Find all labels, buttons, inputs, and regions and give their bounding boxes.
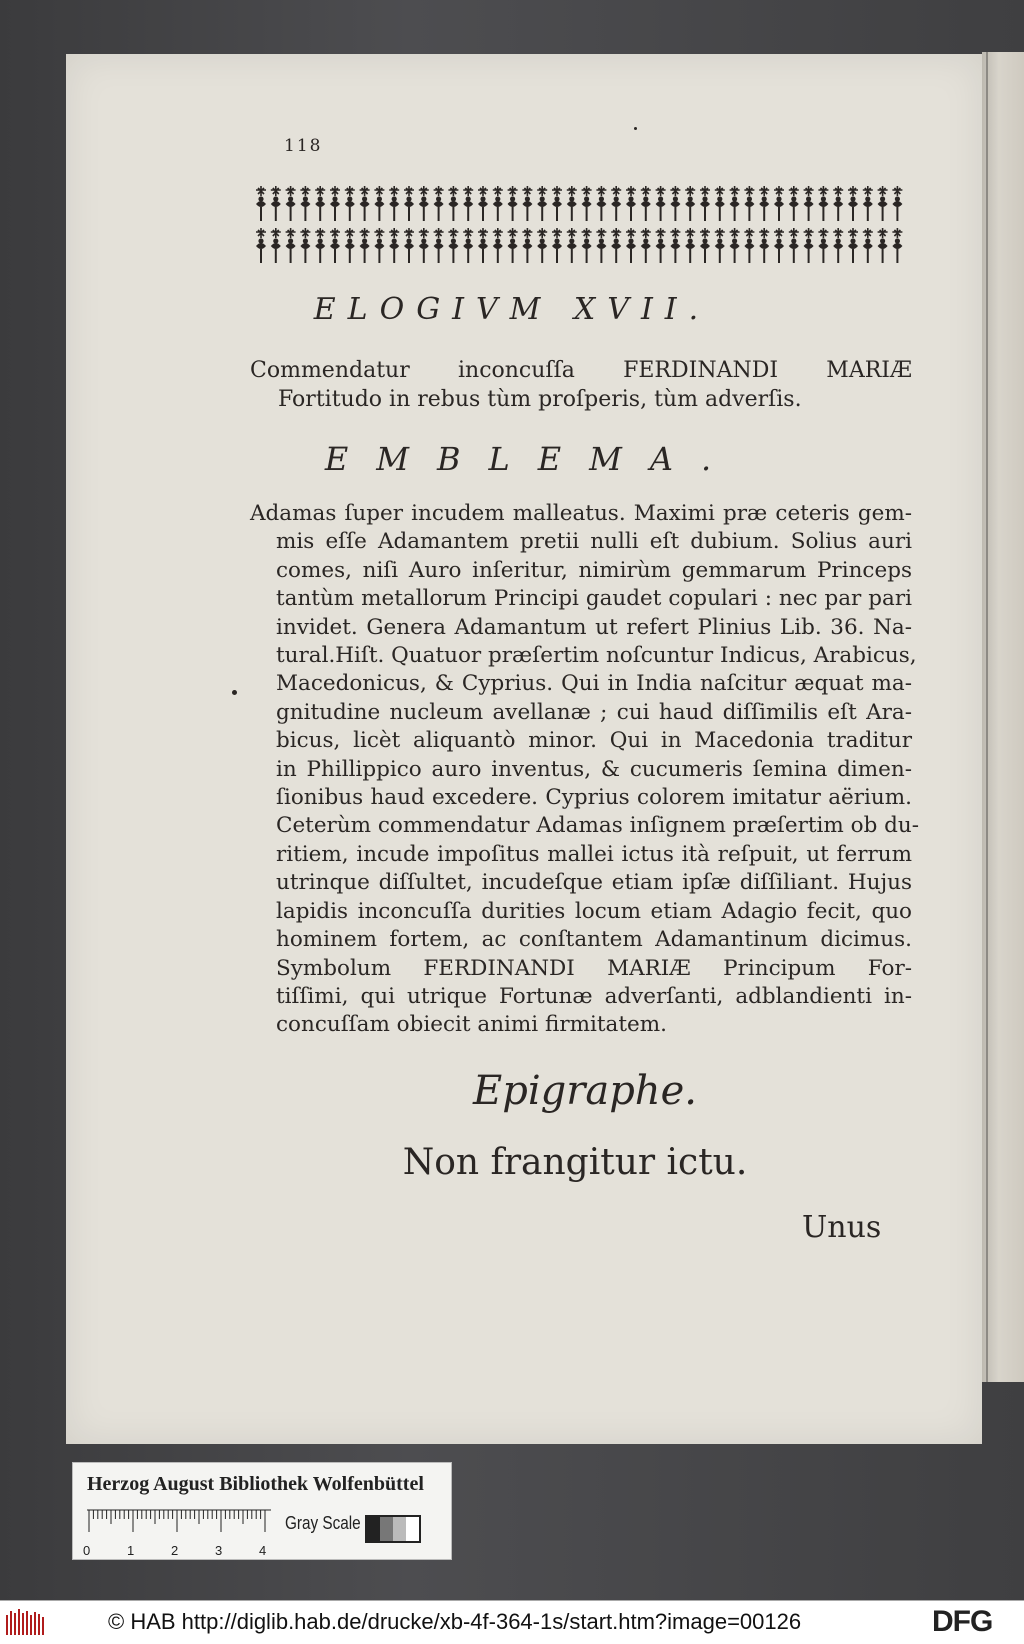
body-line: tiſſimi, qui utrique Fortunæ adverſanti, adblandienti in-: [276, 983, 912, 1009]
body-line: tantùm metallorum Principi gaudet copulari : nec par pari: [276, 586, 912, 612]
body-line: in Phillippico auro inventus, & cucumeris ſemina dimen-: [276, 756, 912, 782]
body-line: hominem fortem, ac conſtantem Adamantinum dicimus.: [276, 927, 912, 953]
gray-scale-label: Gray Scale: [285, 1513, 361, 1533]
ruler-number: 2: [171, 1543, 179, 1558]
ink-speck: [232, 690, 237, 695]
emblema-heading: EMBLEMA.: [324, 440, 740, 478]
subtitle-block: [250, 356, 912, 414]
motto: Non frangitur ictu.: [402, 1142, 748, 1183]
body-line: concuſſam obiecit animi firmitatem.: [276, 1012, 667, 1038]
library-name: Herzog August Bibliothek Wolfenbüttel: [87, 1473, 424, 1495]
gray-scale-swatch: [365, 1515, 421, 1543]
elogium-heading: ELOGIVM XVII.: [313, 292, 711, 327]
body-line: lapidis inconcuſſa durities locum etiam Adagio fecit, quo: [276, 898, 912, 924]
footer-bar: [0, 1600, 1024, 1644]
body-line: gnitudine nucleum avellanæ ; cui haud diſſimilis eſt Ara-: [276, 699, 912, 725]
ink-speck: [634, 127, 637, 130]
catchword: Unus: [802, 1210, 882, 1245]
epigraphe-heading: Epigraphe.: [473, 1068, 697, 1114]
body-line: Macedonicus, & Cyprius. Qui in India naſcitur æquat ma-: [276, 671, 912, 697]
ruler-number: 4: [259, 1543, 267, 1558]
body-line: invidet. Genera Adamantum ut refert Plinius Lib. 36. Na-: [276, 614, 912, 640]
ornament-band: [252, 182, 912, 268]
subtitle-line-1: Commendatur inconcuſſa FERDINANDI MARIÆ: [250, 358, 912, 383]
body-line: bicus, licèt aliquantò minor. Qui in Macedonia traditur: [276, 728, 912, 754]
dfg-logo: DFG: [932, 1605, 993, 1638]
body-line: ſionibus haud excedere. Cyprius colorem imitatur aërium.: [276, 785, 912, 811]
body-line: ritiem, incude impoſitus mallei ictus ità reſpuit, ut ferrum: [276, 841, 912, 867]
page-number: 118: [284, 136, 323, 156]
body-line: Symbolum FERDINANDI MARIÆ Principum For-: [276, 955, 912, 981]
body-line: Ceterùm commendatur Adamas inſignem præſertim ob du-: [276, 813, 920, 839]
body-line: comes, niſi Auro inſeritur, nimirùm gemmarum Princeps: [276, 557, 912, 583]
hab-logo-icon: [6, 1609, 46, 1637]
body-line: tural.Hiſt. Quatuor præſertim noſcuntur Indicus, Arabicus,: [276, 643, 917, 669]
body-line: mis eſſe Adamantem pretii nulli eſt dubium. Solius auri: [276, 529, 912, 555]
footer-source-link[interactable]: © HAB http://diglib.hab.de/drucke/xb-4f-364-1s/start.htm?image=00126: [108, 1609, 802, 1634]
subtitle-line-2: Fortitudo in rebus tùm proſperis, tùm adverſis.: [278, 387, 802, 412]
ruler-scale: [87, 1509, 271, 1543]
ruler-number: 1: [127, 1543, 135, 1558]
ruler-number: 3: [215, 1543, 223, 1558]
ruler-number: 0: [83, 1543, 91, 1558]
body-line: utrinque diſſultet, incudeſque etiam ipſæ diſſiliant. Hujus: [276, 870, 912, 896]
body-paragraph: [250, 500, 920, 1040]
library-color-card: [72, 1462, 452, 1560]
body-line: Adamas ſuper incudem malleatus. Maximi præ ceteris gem-: [250, 501, 912, 526]
